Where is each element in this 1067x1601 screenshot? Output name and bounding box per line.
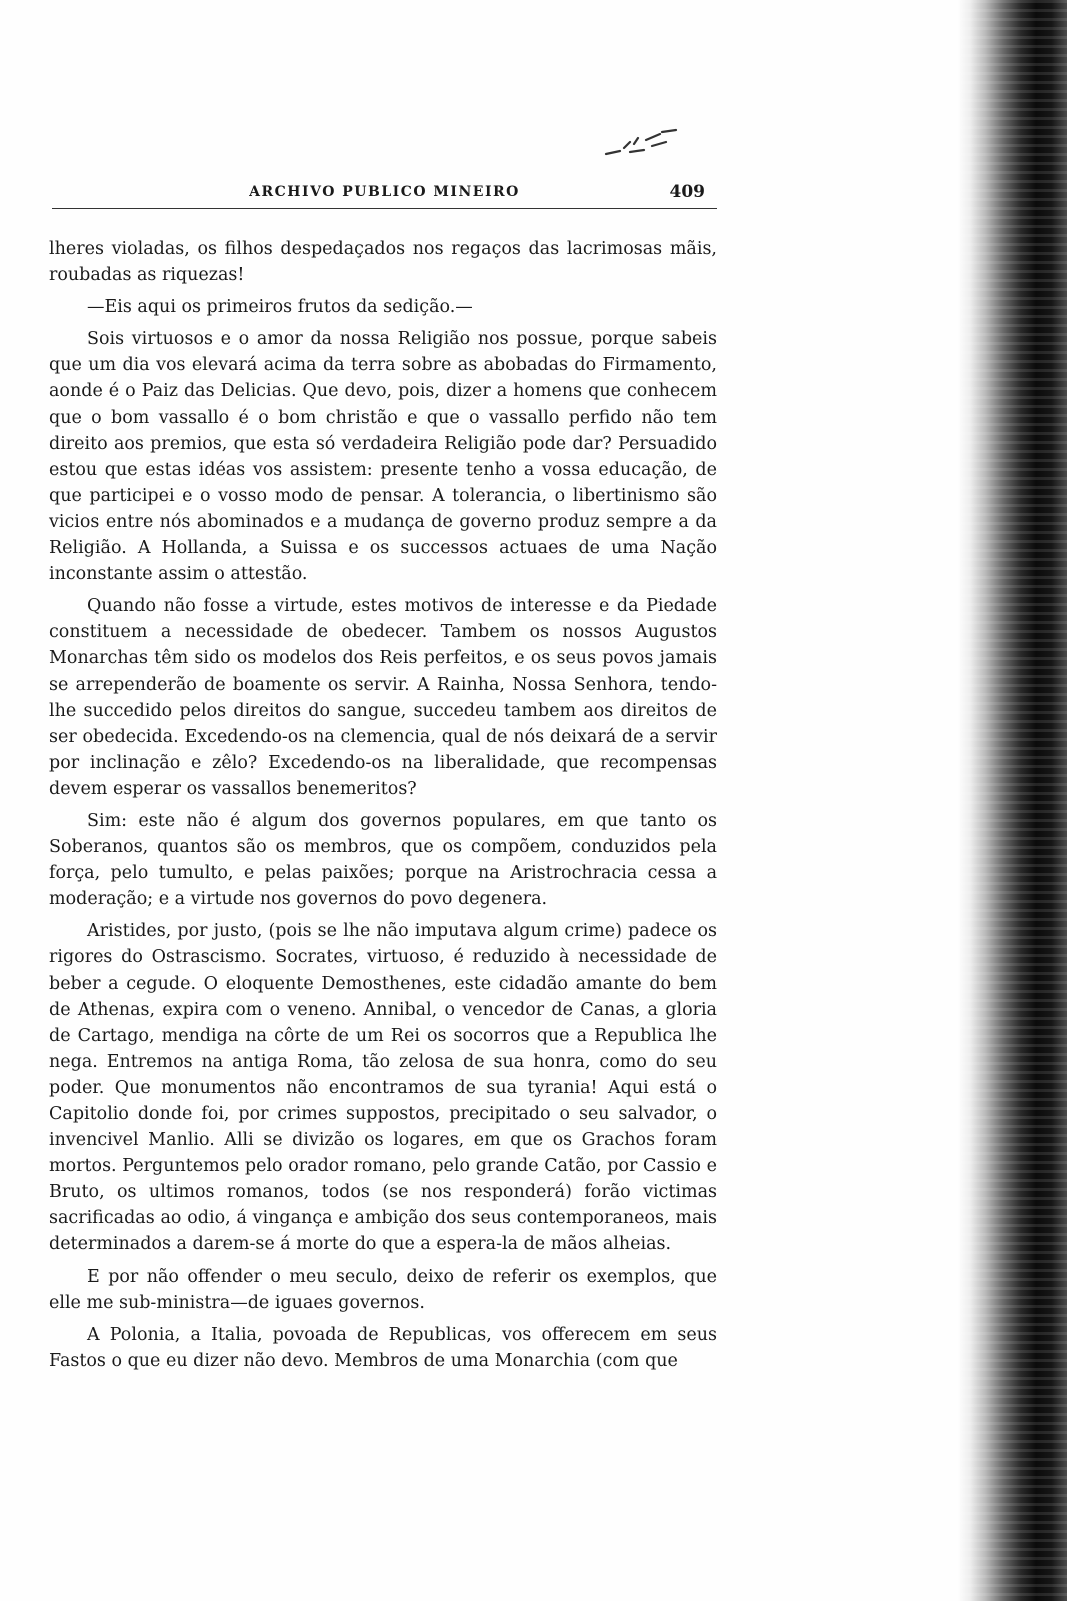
paragraph-6: Aristides, por justo, (pois se lhe não imputava algum crime) padece os rigores do Ostrascismo. Socrates, virtuoso, é reduzido à necessidade de beber a cegude. O eloquente Demosthenes, este cidadão amante do bem de Athenas, expira com o veneno. Annibal, o vencedor de Canas, a gloria de Cartago, mendiga na côrte de um Rei os socorros que a Republica lhe nega. Entremos na antiga Roma, tão zelosa de sua honra, como do seu poder. Que monumentos não encontramos de sua tyrania! Aqui está o Capitolio donde foi, por crimes suppostos, precipitado o seu salvador, o invencivel Manlio. Alli se divizão os logares, em que os Grachos foram mortos. Perguntemos pelo orador romano, pelo grande Catão, por Cassio e Bruto, os ultimos romanos, todos (se nos responderá) forão victimas sacrificadas ao odio, á vingança e ambição dos seus contemporaneos, mais determinados a darem-se á morte do que a espera-la de mãos alheias. (49, 921, 717, 1255)
scan-binding-edge (957, 0, 1067, 1601)
paragraph-3: Sois virtuosos e o amor da nossa Religião nos possue, porque sabeis que um dia vos elevará acima da terra sobre as abobadas do Firmamento, aonde é o Paiz das Delicias. Que devo, pois, dizer a homens que conhecem que o bom vassallo é o bom christão e que o vassallo perfido não tem direito aos premios, que esta só verdadeira Religião pode dar? Persuadido estou que estas idéas vos assistem: presente tenho a vossa educação, de que participei e o vosso modo de pensar. A tolerancia, o libertinismo são vicios entre nós abominados e a mudança de governo produz sempre a da Religião. A Hollanda, a Suissa e os successos actuaes de uma Nação inconstante assim o attestão. (49, 329, 717, 585)
paragraph-2: —Eis aqui os primeiros frutos da sedição.— (87, 297, 473, 318)
paragraph-1: lheres violadas, os filhos despedaçados nos regaços das lacrimosas mãis, roubadas as riquezas! (49, 239, 717, 286)
running-title: ARCHIVO PUBLICO MINEIRO (249, 184, 520, 200)
paragraph-4: Quando não fosse a virtude, estes motivos de interesse e da Piedade constituem a necessidade de obedecer. Tambem os nossos Augustos Monarchas têm sido os modelos dos Reis perfeitos, e os seus povos jamais se arrependerão de boamente os servir. A Rainha, Nossa Senhora, tendo-lhe succedido pelos direitos do sangue, succedeu tambem aos direitos de ser obedecida. Excedendo-os na clemencia, qual de nós deixará de a servir por inclinação e zêlo? Excedendo-os na liberalidade, que recompensas devem esperar os vassallos benemeritos? (49, 596, 717, 799)
paragraph-8: A Polonia, a Italia, povoada de Republicas, vos offerecem em seus Fastos o que eu dizer não devo. Membros de uma Monarchia (com que (49, 1324, 717, 1371)
page-header (52, 180, 717, 206)
ink-smudge-mark (600, 124, 690, 164)
page-number: 409 (669, 182, 705, 202)
paragraph-7: E por não offender o meu seculo, deixo de referir os exemplos, que elle me sub-ministra—de iguaes governos. (49, 1266, 717, 1313)
body-text (49, 236, 717, 1380)
paragraph-5: Sim: este não é algum dos governos populares, em que tanto os Soberanos, quantos são os membros, que os compõem, conduzidos pela força, pelo tumulto, e pelas paixões; porque na Aristrochracia cessa a moderação; e a virtude nos governos do povo degenera. (49, 810, 717, 910)
header-rule (52, 208, 717, 209)
